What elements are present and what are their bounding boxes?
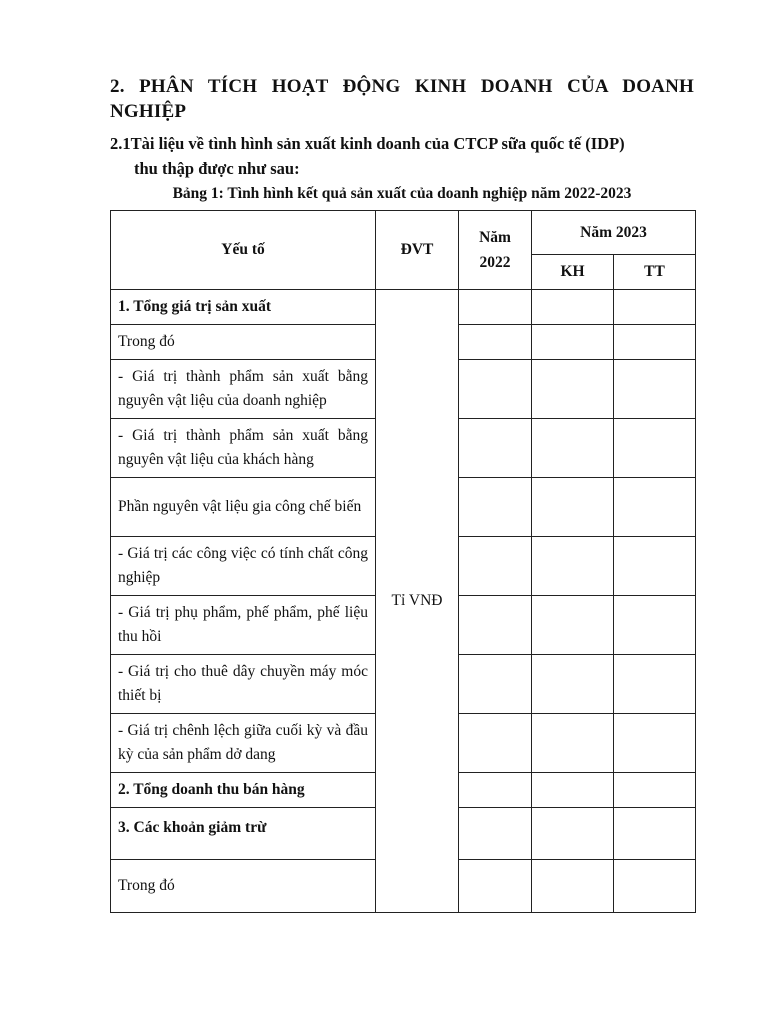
- cell-tt: [614, 808, 696, 860]
- cell-tt: [614, 360, 696, 419]
- cell-2022: [459, 478, 532, 537]
- production-results-table: [110, 210, 696, 913]
- cell-2022: [459, 860, 532, 913]
- cell-tt: [614, 773, 696, 808]
- table-caption: Bảng 1: Tình hình kết quả sản xuất của doanh nghiệp năm 2022-2023: [172, 185, 632, 202]
- cell-kh: [532, 714, 614, 773]
- row-label: 1. Tổng giá trị sản xuất: [111, 290, 376, 325]
- cell-tt: [614, 714, 696, 773]
- row-label: - Giá trị cho thuê dây chuyền máy móc thiết bị: [111, 655, 376, 714]
- subsection-heading: [110, 131, 694, 181]
- row-label: - Giá trị thành phẩm sản xuất bằng nguyên vật liệu của khách hàng: [111, 419, 376, 478]
- header-year-2023: Năm 2023: [532, 211, 696, 255]
- subsection-heading-line1: 2.1Tài liệu về tình hình sản xuất kinh doanh của CTCP sữa quốc tế (IDP): [110, 134, 625, 153]
- header-unit: ĐVT: [376, 211, 459, 290]
- table-row: [111, 290, 696, 325]
- cell-2022: [459, 596, 532, 655]
- cell-kh: [532, 860, 614, 913]
- header-tt: TT: [614, 255, 696, 290]
- row-label: Trong đó: [111, 325, 376, 360]
- row-label: - Giá trị các công việc có tính chất công nghiệp: [111, 537, 376, 596]
- header-kh: KH: [532, 255, 614, 290]
- header-year-2022-line2: 2022: [479, 254, 511, 271]
- cell-tt: [614, 290, 696, 325]
- cell-kh: [532, 537, 614, 596]
- row-label: Phần nguyên vật liệu gia công chế biến: [111, 478, 376, 537]
- cell-kh: [532, 808, 614, 860]
- cell-kh: [532, 325, 614, 360]
- cell-kh: [532, 419, 614, 478]
- row-label: 3. Các khoản giảm trừ: [111, 808, 376, 860]
- cell-kh: [532, 773, 614, 808]
- cell-2022: [459, 360, 532, 419]
- cell-tt: [614, 537, 696, 596]
- cell-tt: [614, 596, 696, 655]
- cell-2022: [459, 655, 532, 714]
- cell-2022: [459, 773, 532, 808]
- cell-2022: [459, 808, 532, 860]
- row-label: 2. Tổng doanh thu bán hàng: [111, 773, 376, 808]
- header-year-2022-line1: Năm: [479, 229, 511, 246]
- cell-kh: [532, 360, 614, 419]
- cell-2022: [459, 419, 532, 478]
- cell-tt: [614, 478, 696, 537]
- cell-2022: [459, 714, 532, 773]
- unit-cell: Tỉ VNĐ: [376, 290, 459, 913]
- row-label: - Giá trị thành phẩm sản xuất bằng nguyên vật liệu của doanh nghiệp: [111, 360, 376, 419]
- cell-2022: [459, 290, 532, 325]
- cell-tt: [614, 860, 696, 913]
- subsection-heading-line2: thu thập được như sau:: [134, 159, 300, 178]
- section-heading: 2. PHÂN TÍCH HOẠT ĐỘNG KINH DOANH CỦA DOANH NGHIỆP: [110, 76, 694, 122]
- header-factor: Yếu tố: [111, 211, 376, 290]
- cell-2022: [459, 325, 532, 360]
- cell-2022: [459, 537, 532, 596]
- cell-kh: [532, 596, 614, 655]
- header-year-2022: [459, 211, 532, 290]
- cell-tt: [614, 655, 696, 714]
- cell-tt: [614, 419, 696, 478]
- cell-kh: [532, 655, 614, 714]
- row-label: Trong đó: [111, 860, 376, 913]
- cell-tt: [614, 325, 696, 360]
- cell-kh: [532, 478, 614, 537]
- cell-kh: [532, 290, 614, 325]
- row-label: - Giá trị phụ phẩm, phế phẩm, phế liệu thu hồi: [111, 596, 376, 655]
- row-label: - Giá trị chênh lệch giữa cuối kỳ và đầu kỳ của sản phẩm dở dang: [111, 714, 376, 773]
